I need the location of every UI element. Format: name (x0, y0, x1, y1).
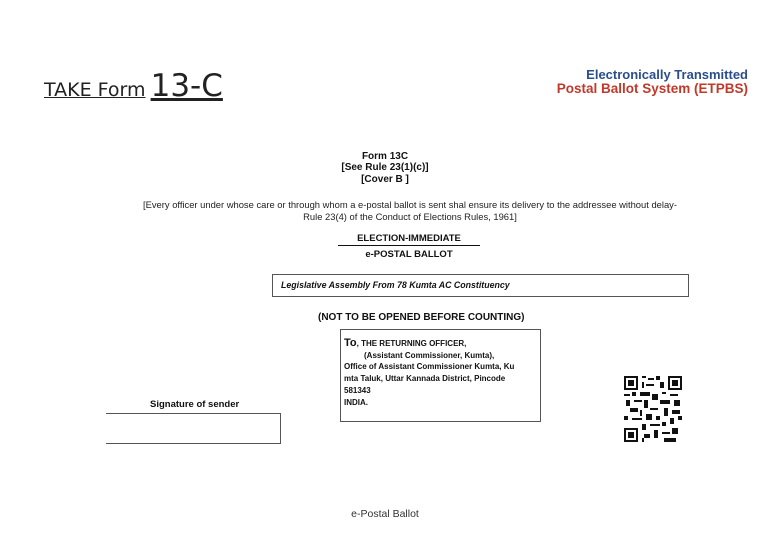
page-footer: e-Postal Ballot (351, 508, 419, 520)
instruction-text (100, 199, 720, 222)
instruction-line-2: Rule 23(4) of the Conduct of Elections Rules, 1961] (303, 210, 517, 222)
form-title: Form 13C (361, 151, 409, 162)
constituency-text: Legislative Assembly From 78 Kumta AC Constituency (281, 280, 510, 290)
qr-code-icon (624, 376, 682, 442)
address-line-6: INDIA. (344, 397, 368, 407)
address-line-4: mta Taluk, Uttar Kannada District, Pincode (344, 374, 506, 384)
instruction-line-1: [Every officer under whose care or through whom a e-postal ballot is sent shal ensure its delivery to the addressee without delay- (143, 199, 677, 210)
address-line-3: Office of Assistant Commissioner Kumta, Ku (344, 362, 515, 372)
address-line-5: 581343 (344, 385, 371, 395)
logo-line-2: Postal Ballot System (ETPBS) (556, 81, 748, 96)
address-block (344, 338, 514, 408)
election-immediate: ELECTION-IMMEDIATE (338, 233, 480, 246)
take-form-label: TAKE Form (44, 79, 146, 101)
e-postal-ballot-label: e-POSTAL BALLOT (365, 249, 453, 260)
not-to-be-opened: (NOT TO BE OPENED BEFORE COUNTING) (318, 312, 525, 323)
signature-label: Signature of sender (150, 399, 240, 410)
etpbs-logo (557, 68, 748, 96)
form-heading (44, 68, 223, 104)
address-to: To (344, 337, 357, 349)
form-rule: [See Rule 23(1)(c)] (341, 162, 429, 173)
address-line-2: (Assistant Commissioner, Kumta), (364, 350, 495, 360)
form-number: 13-C (150, 68, 223, 104)
signature-box (106, 413, 281, 444)
form-cover: [Cover B ] (361, 174, 409, 185)
address-line-1: , THE RETURNING OFFICER, (356, 339, 467, 348)
logo-line-1: Electronically Transmitted (586, 67, 748, 82)
